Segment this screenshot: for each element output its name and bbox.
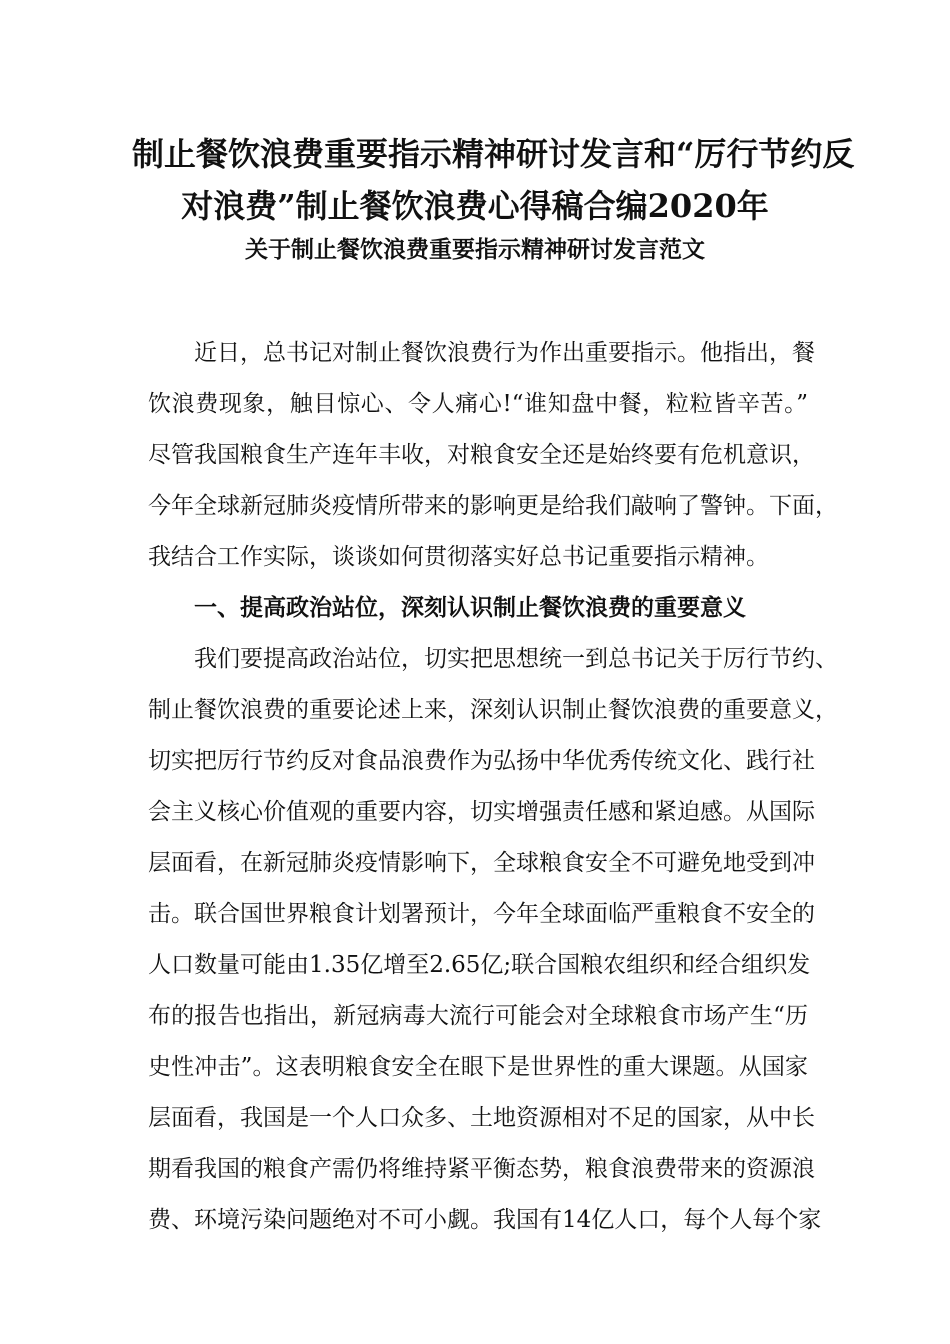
text-line: 会主义核心价值观的重要内容，切实增强责任感和紧迫感。从国际 — [148, 799, 815, 825]
text-line: 费、环境污染问题绝对不可小觑。我国有14亿人口，每个人每个家 — [148, 1207, 822, 1233]
text-line: 史性冲击”。这表明粮食安全在眼下是世界性的重大课题。从国家 — [148, 1054, 808, 1080]
text-line: 近日，总书记对制止餐饮浪费行为作出重要指示。他指出，餐 — [194, 340, 815, 366]
text-line: 今年全球新冠肺炎疫情所带来的影响更是给我们敲响了警钟。下面， — [148, 493, 838, 519]
text-line: 尽管我国粮食生产连年丰收，对粮食安全还是始终要有危机意识， — [148, 442, 815, 468]
text-line: 期看我国的粮食产需仍将维持紧平衡态势，粮食浪费带来的资源浪 — [148, 1156, 815, 1182]
text-line: 击。联合国世界粮食计划署预计，今年全球面临严重粮食不安全的 — [148, 901, 815, 927]
document-subtitle: 关于制止餐饮浪费重要指示精神研讨发言范文 — [245, 236, 705, 263]
title-line: 对浪费”制止餐饮浪费心得稿合编2020年 — [181, 187, 769, 225]
title-line: 制止餐饮浪费重要指示精神研讨发言和“厉行节约反 — [132, 135, 855, 173]
text-line: 我结合工作实际，谈谈如何贯彻落实好总书记重要指示精神。 — [148, 544, 769, 570]
text-line: 布的报告也指出，新冠病毒大流行可能会对全球粮食市场产生“历 — [148, 1003, 808, 1029]
text-line: 饮浪费现象，触目惊心、令人痛心!“谁知盘中餐，粒粒皆辛苦。” — [148, 391, 808, 417]
document-body — [148, 336, 838, 1254]
text-line: 人口数量可能由1.35亿增至2.65亿;联合国粮农组织和经合组织发 — [148, 952, 811, 978]
text-line: 我们要提高政治站位，切实把思想统一到总书记关于厉行节约、 — [194, 646, 838, 672]
text-line: 制止餐饮浪费的重要论述上来，深刻认识制止餐饮浪费的重要意义， — [148, 697, 838, 723]
text-line: 切实把厉行节约反对食品浪费作为弘扬中华优秀传统文化、践行社 — [148, 748, 815, 774]
text-line: 层面看，我国是一个人口众多、土地资源相对不足的国家，从中长 — [148, 1105, 815, 1131]
text-line: 层面看，在新冠肺炎疫情影响下，全球粮食安全不可避免地受到冲 — [148, 850, 815, 876]
section-heading: 一、提高政治站位，深刻认识制止餐饮浪费的重要意义 — [194, 594, 746, 621]
document-title — [132, 128, 855, 232]
paragraph-2 — [148, 642, 838, 1254]
paragraph-1 — [148, 336, 838, 591]
